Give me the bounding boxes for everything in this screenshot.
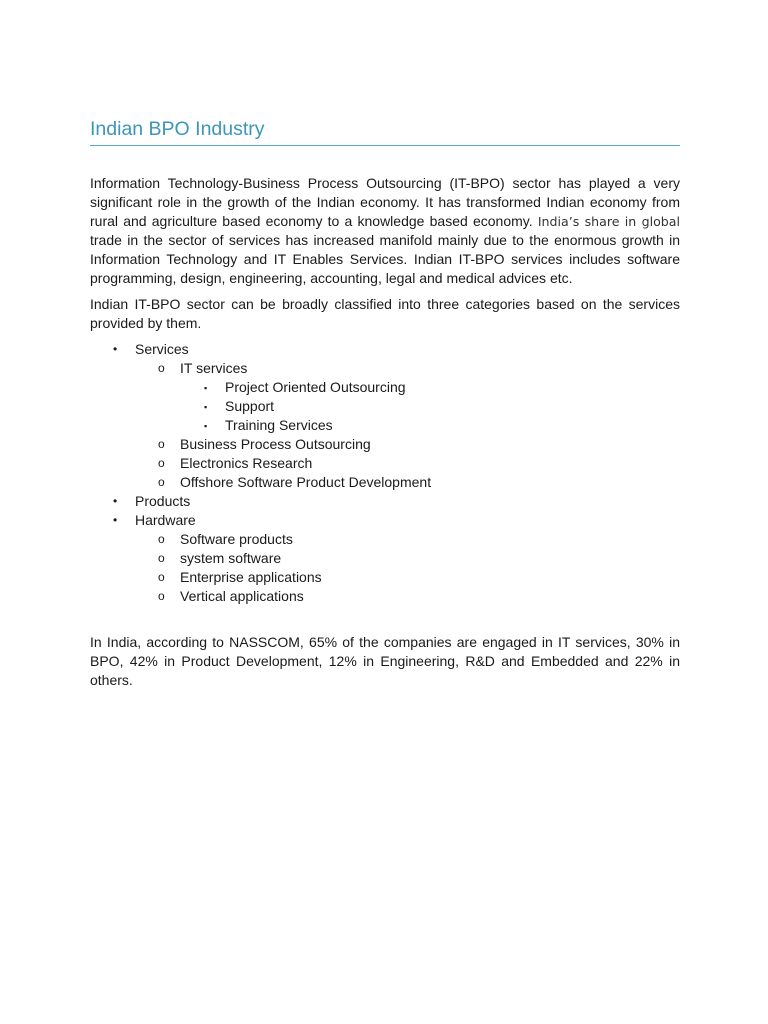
bullet-circle-icon: o: [158, 475, 165, 490]
list-item: [90, 340, 680, 359]
bullet-circle-icon: o: [158, 570, 165, 585]
list-item-label: Enterprise applications: [180, 569, 322, 586]
intro-text-a: Information Technology-Business Process Outsourcing (IT-BPO) sector has played a very significant role in the growth of the Indian economy. It has transformed Indian economy from rural and agriculture based economy to a knowledge based economy.: [90, 175, 680, 229]
list-item: [90, 492, 680, 511]
list-item-label: Offshore Software Product Development: [180, 474, 432, 491]
list-item-label: Training Services: [225, 417, 333, 434]
classification-paragraph: Indian IT-BPO sector can be broadly classified into three categories based on the services provided by them.: [90, 295, 680, 331]
list-item-label: Hardware: [135, 512, 196, 529]
list-item: [90, 359, 680, 378]
bullet-circle-icon: o: [158, 532, 165, 547]
document-title: Indian BPO Industry: [90, 116, 680, 146]
list-item: [90, 568, 680, 587]
list-item: [90, 530, 680, 549]
bullet-disc-icon: •: [113, 494, 118, 509]
list-item-label: Products: [135, 493, 191, 510]
bullet-circle-icon: o: [158, 456, 165, 471]
list-item: [90, 454, 680, 473]
bullet-disc-icon: •: [113, 513, 118, 528]
list-item: [90, 549, 680, 568]
list-item-label: Services: [135, 341, 189, 358]
bullet-disc-icon: •: [113, 342, 118, 357]
intro-text-b: India’s share in global: [537, 213, 681, 229]
list-item-label: Vertical applications: [180, 588, 304, 605]
bullet-circle-icon: o: [158, 437, 165, 452]
list-item-label: Support: [225, 398, 275, 415]
document-page: [90, 116, 680, 690]
list-item: [90, 511, 680, 530]
intro-text-c: trade in the sector of services has increased manifold mainly due to the enormous growth in Information Technology and IT Enables Services. Indian IT-BPO services includes software programming, design, engineering, accounting, legal and medical advices etc.: [90, 232, 680, 286]
bullet-square-icon: ▪: [204, 421, 208, 432]
nasscom-paragraph: In India, according to NASSCOM, 65% of the companies are engaged in IT services, 30% in BPO, 42% in Product Development, 12% in Engineering, R&D and Embedded and 22% in others.: [90, 634, 680, 688]
intro-paragraph: [90, 174, 680, 288]
list-item-label: system software: [180, 550, 282, 567]
bullet-circle-icon: o: [158, 589, 165, 604]
list-item: [90, 587, 680, 606]
bullet-circle-icon: o: [158, 551, 165, 566]
list-item: [90, 435, 680, 454]
list-item-label: Software products: [180, 531, 293, 548]
list-item-label: IT services: [180, 360, 248, 377]
category-list: [90, 340, 680, 606]
list-item: [90, 397, 680, 416]
list-item: [90, 416, 680, 435]
bullet-square-icon: ▪: [204, 383, 208, 394]
bullet-square-icon: ▪: [204, 402, 208, 413]
bullet-circle-icon: o: [158, 361, 165, 376]
list-item-label: Project Oriented Outsourcing: [225, 379, 406, 396]
list-item-label: Electronics Research: [180, 455, 313, 472]
list-item: [90, 378, 680, 397]
list-item: [90, 473, 680, 492]
list-item-label: Business Process Outsourcing: [180, 436, 371, 453]
